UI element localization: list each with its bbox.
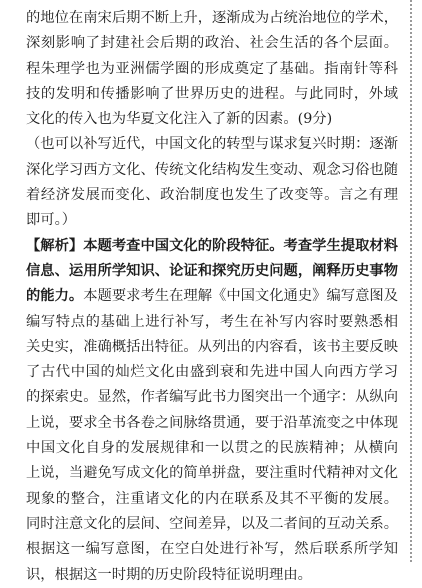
text-line: 程朱理学也为亚洲儒学圈的形成奠定了基础。指南针等科 [26, 60, 398, 77]
analysis-bold-line: 信息、运用所学知识、论证和探究历史问题，阐释历史事物 [26, 262, 398, 279]
analysis-line: 根据这一编写意图，在空白处进行补写，然后联系所学知 [26, 541, 398, 558]
analysis-first-line [26, 234, 398, 259]
analysis-line: 上说，要求全书各卷之间脉络贯通，要于沿革流变之中体现 [26, 414, 398, 431]
analysis-bold-end: 的能力。 [26, 288, 84, 305]
analysis-body-start: 本题要求考生在理解《中国文化通史》编写意图及 [83, 288, 398, 305]
text-line: 深刻影响了封建社会后期的政治、社会生活的各个层面。 [26, 35, 398, 52]
text-line: 深化学习西方文化、传统文化结构发生变动、观念习俗也随 [26, 161, 398, 178]
analysis-tag: 【解析】 [26, 237, 84, 254]
analysis-line: 的探索史。显然，作者编写此书力图突出一个通字：从纵向 [26, 389, 398, 406]
text-line: 的地位在南宋后期不断上升，逐渐成为占统治地位的学术， [26, 10, 398, 26]
text-line: 技的发明和传播影响了世界历史的进程。与此同时，外域 [26, 85, 398, 102]
analysis-line: 同时注意文化的层间、空间差异，以及二者间的互动关系。 [26, 515, 398, 532]
text-line-score: 文化的传入也为华夏文化注入了新的因素。(9分) [26, 111, 333, 128]
text-line: （也可以补写近代，中国文化的转型与谋求复兴时期：逐渐 [26, 136, 398, 153]
analysis-line: 中国文化自身的发展规律和一以贯之的民族精神；从横向 [26, 440, 398, 457]
margin-dotted-rule [410, 0, 412, 562]
analysis-line: 编写特点的基础上进行补写，考生在补写内容时要熟悉相 [26, 313, 398, 330]
analysis-line: 上说，当避免写成文化的简单拼盘，要注重时代精神对文化 [26, 465, 398, 482]
analysis-line: 关史实，准确概括出特征。从列出的内容看，该书主要反映 [26, 338, 398, 355]
analysis-line: 识，根据这一时期的历史阶段特征说明理由。 [26, 566, 312, 583]
analysis-line: 了古代中国的灿烂文化由盛到衰和先进中国人向西方学习 [26, 364, 398, 381]
analysis-heading-text: 本题考查中国文化的阶段特征。考查学生提取材料 [83, 237, 398, 254]
analysis-mixed-line [26, 284, 398, 309]
text-line: 即可。） [26, 212, 77, 229]
analysis-line: 现象的整合，注重诸文化的内在联系及其不平衡的发展。 [26, 490, 398, 507]
text-line: 着经济发展而变化、政治制度也发生了改变等。言之有理 [26, 187, 398, 204]
